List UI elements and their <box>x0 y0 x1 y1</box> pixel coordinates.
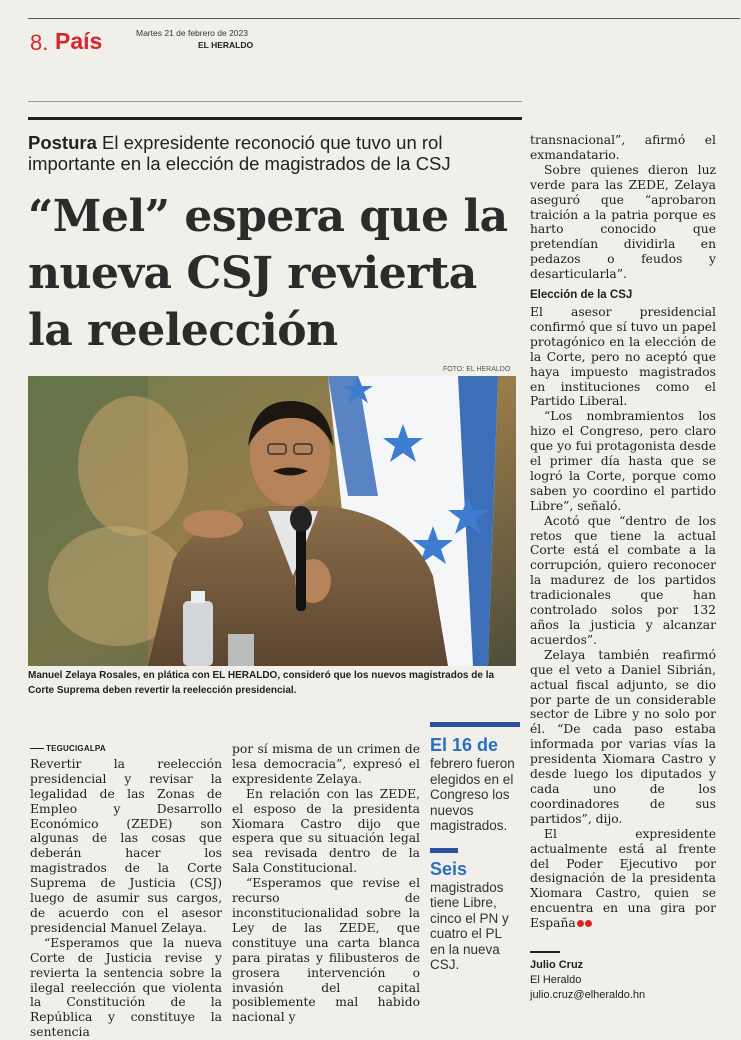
author-name: Julio Cruz <box>530 959 584 971</box>
paragraph: Sobre quienes dieron luz verde para las ZEDE, Zelaya aseguró que “aprobaron traición a la patria porque es harto conocido que pretendían dividirla en pedazos o feudos y desarticularla”. <box>530 162 716 282</box>
page-number: 8. <box>30 30 49 55</box>
byline-rule <box>530 951 560 953</box>
paragraph: Acotó que “dentro de los retos que tiene la actual Corte está el combate a la corrupción, quiero reconocer la madurez de los partidos tradicionales que han controlado solos por 132 años la justicia y alcanzar acuerdos”. <box>530 513 716 647</box>
issue-date: Martes 21 de febrero de 2023 <box>136 28 248 38</box>
sidebar-bar <box>430 722 520 727</box>
article-column-1 <box>30 742 222 1040</box>
dateline <box>30 742 222 757</box>
fact-2-title: Seis <box>430 858 468 879</box>
fact-1-title: El 16 de <box>430 735 499 755</box>
article-column-4 <box>530 133 716 931</box>
paragraph <box>530 827 716 931</box>
headline: “Mel” espera que la nueva CSJ revierta la reelección <box>28 191 508 356</box>
photo-illustration <box>28 376 516 666</box>
dateline-text: TEGUCIGALPA <box>46 744 106 753</box>
dateline-rule <box>30 748 44 749</box>
section-name: País <box>55 28 103 54</box>
byline <box>530 951 720 1003</box>
top-rule <box>28 18 740 19</box>
paragraph: por sí misma de un crimen de lesa democracia”, expresó el expresidente Zelaya. <box>232 742 420 786</box>
newspaper-name: EL HERALDO <box>198 40 254 50</box>
author-email[interactable]: julio.cruz@elheraldo.hn <box>530 989 646 1001</box>
divider <box>28 101 522 102</box>
article-column-2 <box>232 742 420 1025</box>
paragraph: “Los nombramientos los hizo el Congreso, pero claro que yo fui protagonista desde el primer día hasta que se logró la Corte, porque como saben yo coordino el partido Libre”, señaló. <box>530 409 716 513</box>
kicker-text: El expresidente reconoció que tuvo un rol importante en la elección de magistrados de la CSJ <box>28 132 451 174</box>
end-mark-icon <box>577 920 584 927</box>
fact-1-text: febrero fueron elegidos en el Congreso los nuevos magistrados. <box>430 756 515 833</box>
sidebar-bar <box>430 848 458 853</box>
paragraph: “Esperamos que la nueva Corte de Justicia revise y revierta la sentencia sobre la ilegal reelección que violenta la Constitución de la República y constituye la sentencia <box>30 935 222 1040</box>
photo-credit: FOTO: EL HERALDO <box>443 366 511 373</box>
facts-sidebar <box>430 722 520 992</box>
paragraph-text: El expresidente actualmente está al frente del Poder Ejecutivo por designación de la presidenta Xiomara Castro, quien se encuentra en una gira por España <box>530 826 716 931</box>
paragraph: “Esperamos que revise el recurso de inconstitucionalidad sobre la Ley de las ZEDE, que constituye una carta blanca para piratas y filibusteros de grosera intervención o invasión del capital posiblemente mal habido nacional y <box>232 876 420 1025</box>
author-outlet: El Heraldo <box>530 974 582 986</box>
paragraph: El asesor presidencial confirmó que sí tuvo un papel protagónico en la elección de la Corte, pero no aceptó que haya impuesto magistrados en instituciones como el Partido Liberal. <box>530 304 716 409</box>
divider <box>28 117 522 120</box>
kicker <box>28 132 528 174</box>
photo-caption: Manuel Zelaya Rosales, en plática con EL HERALDO, consideró que los nuevos magistrados de la Corte Suprema deben revertir la reelección presidencial. <box>28 670 495 696</box>
subheading: Elección de la CSJ <box>530 289 633 302</box>
paragraph: transnacional”, afirmó el exmandatario. <box>530 133 716 162</box>
paragraph: Zelaya también reafirmó que el veto a Daniel Sibrián, actual fiscal adjunto, se dio por parte de un considerable sector de Libre y no solo por él. “De cada paso estaba informada por varias vías la presidenta Xiomara Castro y desde luego los diputados y cada uno de los coordinadores de sus partidos”, dijo. <box>530 647 716 826</box>
kicker-label: Postura <box>28 132 97 153</box>
article-photo <box>28 376 516 666</box>
paragraph: Revertir la reelección presidencial y revisar la legalidad de las Zonas de Empleo y Desarrollo Económico (ZEDE) son algunas de las cosas que deberán hacer los magistrados de la Corte Suprema de Justicia (CSJ) luego de asumir sus cargos, de acuerdo con el asesor presidencial Manuel Zelaya. <box>30 756 222 935</box>
fact-2-text: magistrados tiene Libre, cinco el PN y cuatro el PL en la nueva CSJ. <box>430 879 509 972</box>
end-mark-icon <box>585 920 592 927</box>
paragraph: En relación con las ZEDE, el esposo de la presidenta Xiomara Castro dijo que espera que su situación legal sea revisada dentro de la Sala Constitucional. <box>232 786 420 876</box>
